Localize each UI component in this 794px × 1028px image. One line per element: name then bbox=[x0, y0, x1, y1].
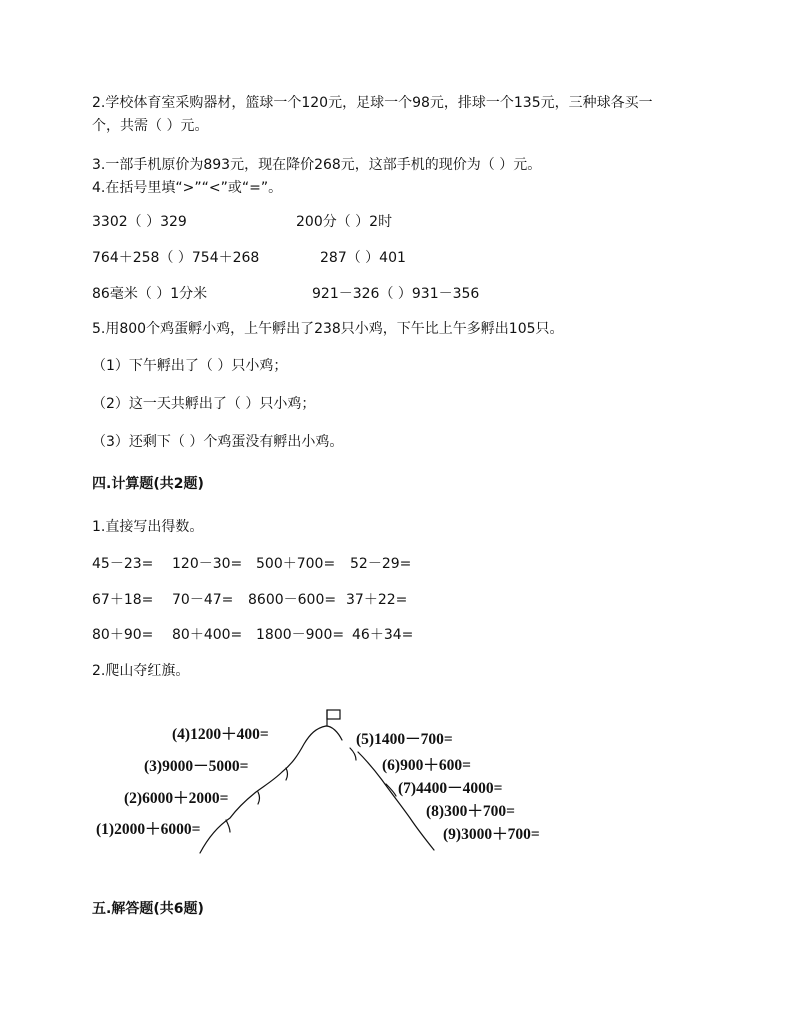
climb-eq-6: (6)900＋600= bbox=[382, 757, 471, 774]
calc-3-1: 80＋90= bbox=[92, 627, 154, 643]
climb-eq-3: (3)9000－5000= bbox=[144, 758, 249, 775]
q3-text: 3.一部手机原价为893元，现在降价268元，这部手机的现价为（ ）元。 bbox=[92, 157, 542, 173]
q5-item-3: （3）还剩下（ ）个鸡蛋没有孵出小鸡。 bbox=[92, 434, 344, 450]
climb-eq-7: (7)4400－4000= bbox=[398, 780, 503, 797]
mountain-left-ridge-1 bbox=[226, 820, 230, 832]
climb-eq-5: (5)1400－700= bbox=[356, 731, 453, 748]
calc-3-2: 80＋400= bbox=[172, 627, 243, 643]
compare-3a: 86毫米（ ）1分米 bbox=[92, 286, 208, 302]
climb-eq-2: (2)6000＋2000= bbox=[124, 790, 229, 807]
calc-1-1: 45－23= bbox=[92, 556, 154, 572]
climb-eq-1: (1)2000＋6000= bbox=[96, 821, 201, 838]
mountain-peak-right bbox=[326, 726, 342, 740]
q2-line2: 个，共需（ ）元。 bbox=[92, 118, 209, 134]
calc-3-3: 1800－900= bbox=[256, 627, 345, 643]
q2-line1: 2.学校体育室采购器材，篮球一个120元，足球一个98元，排球一个135元，三种球各买一 bbox=[92, 95, 653, 111]
q5-item-2: （2）这一天共孵出了（ ）只小鸡； bbox=[92, 396, 316, 412]
climb-eq-4: (4)1200＋400= bbox=[172, 726, 269, 743]
q4-title: 4.在括号里填“>”“<”或“=”。 bbox=[92, 180, 283, 196]
q5-item-1: （1）下午孵出了（ ）只小鸡； bbox=[92, 358, 288, 374]
calc-3-4: 46＋34= bbox=[352, 627, 414, 643]
compare-1b: 200分（ ）2时 bbox=[296, 214, 393, 230]
section4-heading: 四.计算题(共2题) bbox=[92, 476, 204, 492]
calc-1-2: 120－30= bbox=[172, 556, 243, 572]
calc-2-2: 70－47= bbox=[172, 592, 234, 608]
calc-2-4: 37＋22= bbox=[346, 592, 408, 608]
calc-title: 1.直接写出得数。 bbox=[92, 519, 204, 535]
mountain-left-ridge-3 bbox=[286, 768, 288, 780]
flag bbox=[327, 710, 340, 719]
climb-eq-8: (8)300＋700= bbox=[426, 803, 515, 820]
mountain-right-ridge-2 bbox=[386, 784, 396, 796]
section5-heading: 五.解答题(共6题) bbox=[92, 901, 204, 917]
calc-2-3: 8600－600= bbox=[248, 592, 337, 608]
compare-2b: 287（ ）401 bbox=[320, 250, 406, 266]
calc-1-4: 52－29= bbox=[350, 556, 412, 572]
mountain-left-ridge-2 bbox=[258, 792, 260, 804]
climb-eq-9: (9)3000＋700= bbox=[443, 826, 540, 843]
mountain-right-ridge-1 bbox=[350, 748, 356, 760]
compare-1a: 3302（ ）329 bbox=[92, 214, 187, 230]
compare-3b: 921－326（ ）931－356 bbox=[312, 286, 480, 302]
calc-1-3: 500＋700= bbox=[256, 556, 336, 572]
q5-title: 5.用800个鸡蛋孵小鸡，上午孵出了238只小鸡，下午比上午多孵出105只。 bbox=[92, 321, 564, 337]
compare-2a: 764＋258（ ）754＋268 bbox=[92, 250, 260, 266]
calc-2-1: 67＋18= bbox=[92, 592, 154, 608]
climb-title: 2.爬山夺红旗。 bbox=[92, 663, 190, 679]
